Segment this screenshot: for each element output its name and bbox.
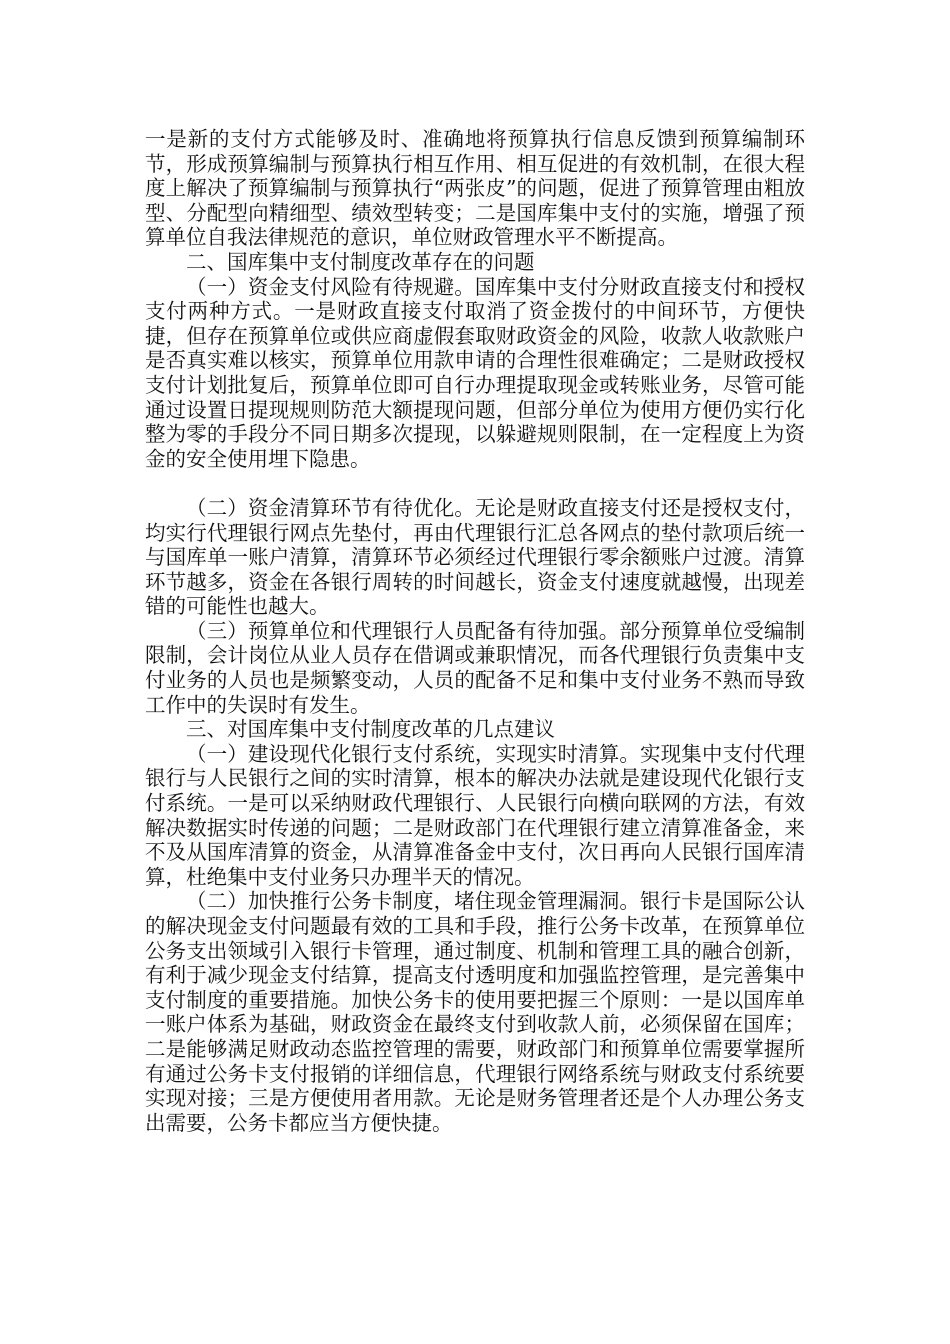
paragraph-benefits: 一是新的支付方式能够及时、准确地将预算执行信息反馈到预算编制环节，形成预算编制与预算执行相互作用、相互促进的有效机制，在很大程度上解决了预算编制与预算执行“两张皮”的问题，促进了预算管理由粗放型、分配型向精细型、绩效型转变；二是国库集中支付的实施，增强了预算单位自我法律规范的意识，单位财政管理水平不断提高。 xyxy=(145,127,805,250)
section-heading-suggestions: 三、对国库集中支付制度改革的几点建议 xyxy=(186,717,555,742)
paragraph-problem-3: （三）预算单位和代理银行人员配备有待加强。部分预算单位受编制限制，会计岗位从业人员存在借调或兼职情况，而各代理银行负责集中支付业务的人员也是频繁变动，人员的配备不足和集中支付业务不熟而导致工作中的失误时有发生。 xyxy=(145,618,805,717)
paragraph-spacer xyxy=(145,471,805,496)
paragraph-problem-1: （一）资金支付风险有待规避。国库集中支付分财政直接支付和授权支付两种方式。一是财政直接支付取消了资金拨付的中间环节，方便快捷，但存在预算单位或供应商虚假套取财政资金的风险，收款人收款账户是否真实难以核实，预算单位用款申请的合理性很难确定；二是财政授权支付计划批复后，预算单位即可自行办理提取现金或转账业务，尽管可能通过设置日提现规则防范大额提现问题，但部分单位为使用方便仍实行化整为零的手段分不同日期多次提现，以躲避规则限制，在一定程度上为资金的安全使用埋下隐患。 xyxy=(145,274,805,471)
paragraph-suggestion-1: （一）建设现代化银行支付系统，实现实时清算。实现集中支付代理银行与人民银行之间的实时清算，根本的解决办法就是建设现代化银行支付系统。一是可以采纳财政代理银行、人民银行向横向联网的方法，有效解决数据实时传递的问题；二是财政部门在代理银行建立清算准备金，来不及从国库清算的资金，从清算准备金中支付，次日再向人民银行国库清算，杜绝集中支付业务只办理半天的情况。 xyxy=(145,741,805,889)
paragraph-problem-2: （二）资金清算环节有待优化。无论是财政直接支付还是授权支付，均实行代理银行网点先垫付，再由代理银行汇总各网点的垫付款项后统一与国库单一账户清算，清算环节必须经过代理银行零余额账户过渡。清算环节越多，资金在各银行周转的时间越长，资金支付速度就越慢，出现差错的可能性也越大。 xyxy=(145,495,805,619)
paragraph-suggestion-2: （二）加快推行公务卡制度，堵住现金管理漏洞。银行卡是国际公认的解决现金支付问题最有效的工具和手段，推行公务卡改革，在预算单位公务支出领域引入银行卡管理，通过制度、机制和管理工具的融合创新，有利于减少现金支付结算，提高支付透明度和加强监控管理，是完善集中支付制度的重要措施。加快公务卡的使用要把握三个原则：一是以国库单一账户体系为基础，财政资金在最终支付到收款人前，必须保留在国库；二是能够满足财政动态监控管理的需要，财政部门和预算单位需要掌握所有通过公务卡支付报销的详细信息，代理银行网络系统与财政支付系统要实现对接；三是方便使用者用款。无论是财务管理者还是个人办理公务支出需要，公务卡都应当方便快捷。 xyxy=(145,889,805,1135)
section-heading-problems: 二、国库集中支付制度改革存在的问题 xyxy=(186,249,535,274)
document-body xyxy=(145,127,805,1135)
